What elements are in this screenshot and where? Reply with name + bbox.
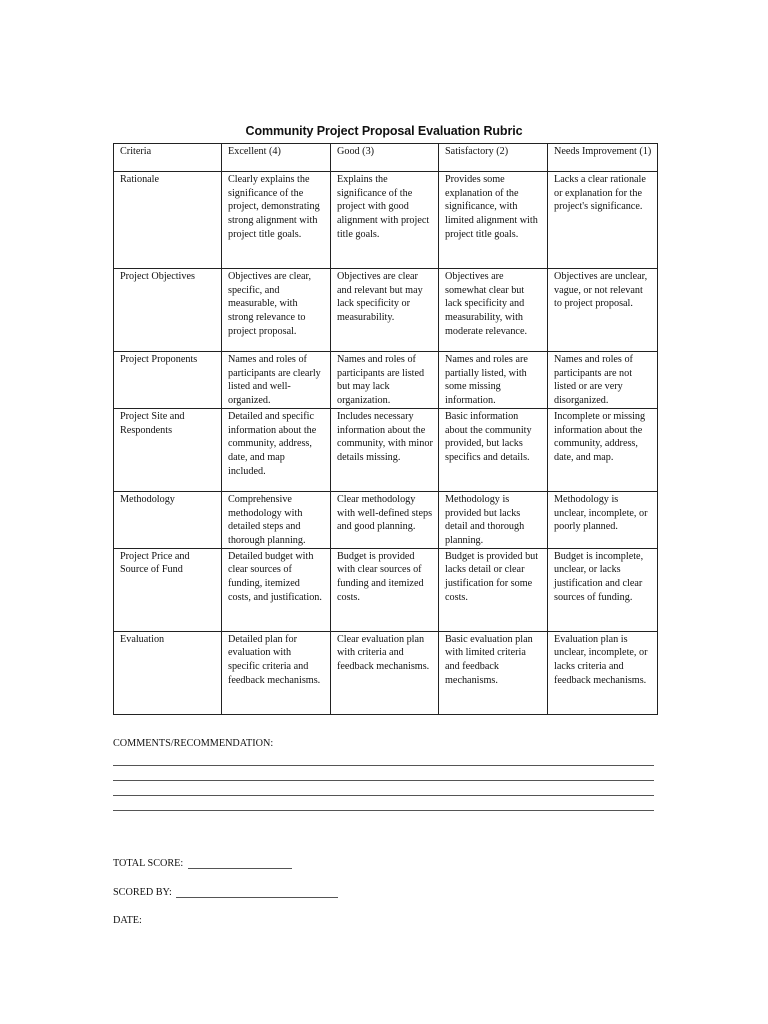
satisfactory-cell: Names and roles are partially listed, with some missing information. (439, 352, 548, 409)
needs-improvement-cell: Budget is incomplete, unclear, or lacks justification and clear sources of funding. (548, 548, 658, 631)
needs-improvement-cell: Evaluation plan is unclear, incomplete, or lacks criteria and feedback mechanisms. (548, 631, 658, 714)
comments-line-2[interactable] (113, 780, 654, 781)
table-row (114, 491, 658, 548)
scored-by-label: SCORED BY: (113, 887, 172, 898)
needs-improvement-cell: Objectives are unclear, vague, or not relevant to project proposal. (548, 269, 658, 352)
excellent-cell: Clearly explains the significance of the project, demonstrating strong alignment with project title goals. (222, 172, 331, 269)
criteria-cell: Project Objectives (114, 269, 222, 352)
total-score-label: TOTAL SCORE: (113, 858, 184, 869)
table-row (114, 269, 658, 352)
date-row (113, 915, 142, 926)
good-cell: Clear methodology with well-defined steps and good planning. (331, 491, 439, 548)
comments-line-1[interactable] (113, 765, 654, 766)
satisfactory-cell: Basic information about the community provided, but lacks specifics and details. (439, 408, 548, 491)
total-score-blank[interactable] (188, 858, 292, 869)
needs-improvement-cell: Methodology is unclear, incomplete, or poorly planned. (548, 491, 658, 548)
criteria-cell: Methodology (114, 491, 222, 548)
needs-improvement-cell: Names and roles of participants are not listed or are very disorganized. (548, 352, 658, 409)
table-header-row (114, 144, 658, 172)
comments-label: COMMENTS/RECOMMENDATION: (113, 738, 274, 749)
good-cell: Names and roles of participants are listed but may lack organization. (331, 352, 439, 409)
excellent-cell: Comprehensive methodology with detailed steps and thorough planning. (222, 491, 331, 548)
good-cell: Budget is provided with clear sources of funding and itemized costs. (331, 548, 439, 631)
scored-by-row (113, 887, 338, 898)
good-cell: Clear evaluation plan with criteria and feedback mechanisms. (331, 631, 439, 714)
comments-line-4[interactable] (113, 810, 654, 811)
criteria-cell: Project Price and Source of Fund (114, 548, 222, 631)
criteria-cell: Project Site and Respondents (114, 408, 222, 491)
satisfactory-cell: Provides some explanation of the significance, with limited alignment with project title goals. (439, 172, 548, 269)
satisfactory-cell: Objectives are somewhat clear but lack specificity and measurability, with moderate relevance. (439, 269, 548, 352)
document-title: Community Project Proposal Evaluation Rubric (245, 124, 523, 138)
table-row (114, 548, 658, 631)
good-cell: Objectives are clear and relevant but may lack specificity or measurability. (331, 269, 439, 352)
header-cell-criteria: Criteria (114, 144, 222, 172)
satisfactory-cell: Methodology is provided but lacks detail and thorough planning. (439, 491, 548, 548)
criteria-cell: Project Proponents (114, 352, 222, 409)
table-row (114, 631, 658, 714)
header-cell-excellent: Excellent (4) (222, 144, 331, 172)
satisfactory-cell: Basic evaluation plan with limited criteria and feedback mechanisms. (439, 631, 548, 714)
good-cell: Explains the significance of the project with good alignment with project title goals. (331, 172, 439, 269)
needs-improvement-cell: Lacks a clear rationale or explanation for the project's significance. (548, 172, 658, 269)
date-label: DATE: (113, 915, 142, 926)
excellent-cell: Detailed plan for evaluation with specific criteria and feedback mechanisms. (222, 631, 331, 714)
comments-line-3[interactable] (113, 795, 654, 796)
header-cell-needs-improvement: Needs Improvement (1) (548, 144, 658, 172)
criteria-cell: Evaluation (114, 631, 222, 714)
table-row (114, 408, 658, 491)
excellent-cell: Objectives are clear, specific, and measurable, with strong relevance to project proposal. (222, 269, 331, 352)
needs-improvement-cell: Incomplete or missing information about the community, address, date, and map. (548, 408, 658, 491)
excellent-cell: Names and roles of participants are clearly listed and well-organized. (222, 352, 331, 409)
header-cell-satisfactory: Satisfactory (2) (439, 144, 548, 172)
good-cell: Includes necessary information about the community, with minor details missing. (331, 408, 439, 491)
table-row (114, 172, 658, 269)
excellent-cell: Detailed budget with clear sources of funding, itemized costs, and justification. (222, 548, 331, 631)
scored-by-blank[interactable] (176, 887, 338, 898)
rubric-table (113, 143, 658, 715)
table-row (114, 352, 658, 409)
total-score-row (113, 858, 292, 869)
satisfactory-cell: Budget is provided but lacks detail or clear justification for some costs. (439, 548, 548, 631)
header-cell-good: Good (3) (331, 144, 439, 172)
criteria-cell: Rationale (114, 172, 222, 269)
excellent-cell: Detailed and specific information about the community, address, date, and map included. (222, 408, 331, 491)
